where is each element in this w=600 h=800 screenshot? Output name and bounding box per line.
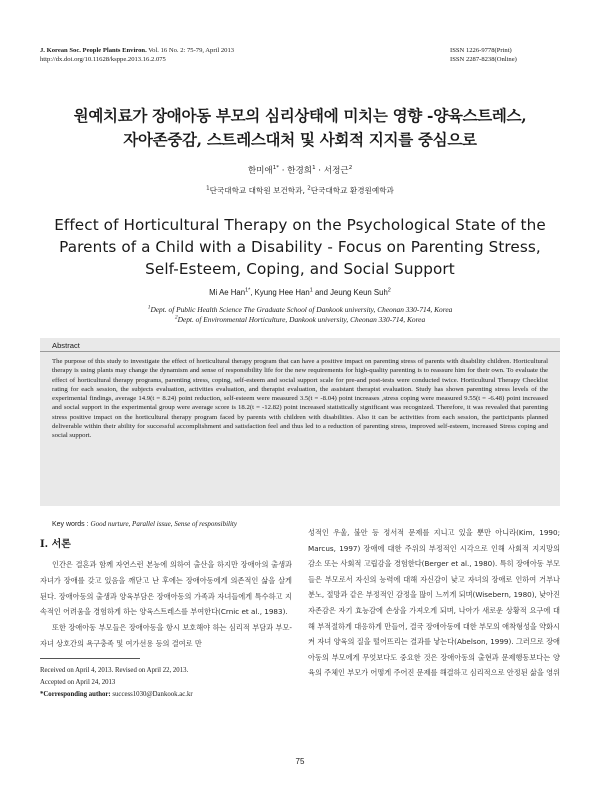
korean-title-line2: 자아존중감, 스트레스대처 및 사회적 지지를 중심으로 [123, 130, 477, 149]
english-title-line1: Effect of Horticultural Therapy on the Psychological State of the [54, 216, 546, 234]
korean-title-line1: 원예치료가 장애아동 부모의 심리상태에 미치는 영향 -양육스트레스, [73, 106, 527, 125]
keywords-value: Good nurture, Parallel issue, Sense of responsibility [90, 520, 237, 528]
english-affiliations [0, 305, 600, 325]
korean-author-1-sup: 1* [272, 165, 279, 172]
abstract-text: The purpose of this study to investigate the effect of horticultural therapy program that can have a positive impact on parenting stress of parents with disability children. Horticultural therapy is using plants may change the dynamism and sense of responsibility life for the new requirements for high-quality parenting is to reassure him for their own. To evaluate the effect of horticultural therapy programs, parenting stress, coping, self-esteem and social support scale for pre-and post-tests were conducted twice. Horticultural Therapy Checklist rating for each session, the subjects evaluation, activities evaluation, and therapist evaluation, the assistant therapist evaluation. Study has shown parenting stress levels of the experimental findings, average 14.9(t = 8.24) point reduction, self-esteem were measured 3.5(t = -8.04) point increases ,stress coping were measured 9.55(t = -6.48) point increased and social support in the experimental group were average score is 18.2(t = -12.82) point increased statistically significant was recognized. Therefore, it was revealed that parenting stress positive impact on the horticultural therapy program faced by parents with children with disabilities. Also it can be activities from each session, the participants planned deliverable within their ability for successful accomplishment and satisfaction feel and thus led to a reduction of parenting stress, improved self-esteem, increased Stress coping and social support. [52, 358, 548, 440]
english-affil-1: Dept. of Public Health Science The Graduate School of Dankook university, Cheonan 330-714, Korea [150, 305, 453, 314]
korean-author-3-sup: 2 [348, 165, 353, 172]
journal-name: J. Korean Soc. People Plants Environ. [40, 47, 147, 54]
english-author-2: , Kyung Hee Han [250, 288, 310, 297]
korean-author-2-sup: 1 [312, 165, 316, 172]
received-note: Received on April 4, 2013. Revised on April 22, 2013. [40, 667, 189, 674]
corresponding-label: *Corresponding author: [40, 691, 113, 699]
korean-author-3: 서정근 [323, 166, 349, 176]
english-author-1-sup: 1* [245, 287, 251, 294]
korean-author-2: 한경희 [287, 166, 313, 176]
section-title: I. 서론 [40, 539, 71, 550]
footnotes [40, 665, 193, 702]
corresponding-email[interactable]: success1030@Dankook.ac.kr [112, 691, 193, 699]
page-number: 75 [295, 757, 305, 766]
english-author-2-sup: 1 [309, 287, 313, 294]
abstract-heading: Abstract [52, 341, 80, 350]
korean-affil-2: 단국대학교 환경원예학과 [310, 186, 394, 195]
english-title-line3: Self-Esteem, Coping, and Social Support [145, 260, 455, 278]
footnote-divider [40, 658, 140, 659]
english-author-3-sup: 2 [387, 287, 391, 294]
english-affil-1-sup: 1 [147, 304, 151, 311]
abstract-box [40, 338, 560, 506]
intro-paragraph-continued: 성적인 우울, 불안 등 정서적 문제를 지니고 있을 뿐만 아니라(Kim, 1990; Marcus, 1997) 장애에 대한 주위의 부정적인 시각으로 인해 사회적 지지망의 감소 또는 사회적 고립감을 경험한다(Berger et al., 1980). 특히 장애아동 부모들은 부모로서 자신의 능력에 대해 자신감이 낮고 자녀의 장애로 인하여 거부나 분노, 절망과 같은 부정적인 감정을 많이 느끼게 되며(Wisebern, 1980), 낮아진 자존감은 자기 효능감에 손상을 가져오게 되며, 나아가 새로운 상황적 요구에 대해 부적절하게 대응하게 만들어, 결국 장애아동에 대한 부모의 애착형성을 약화시켜 자녀 양육의 질을 떨어뜨리는 결과를 낳는다(Abelson, 1999). 그러므로 장애아동의 부모에게 무엇보다도 중요한 것은 장애아동의 출현과 문제행동보다는 양육의 주체인 부모가 어떻게 주어진 문제를 해결하고 심리적으로 안정된 삶을 영위 [308, 528, 560, 678]
korean-affiliations [0, 185, 600, 196]
english-title [40, 214, 560, 280]
english-affil-2-sup: 2 [174, 314, 178, 321]
left-column [40, 535, 292, 652]
english-author-3: and Jeung Keun Suh [312, 288, 388, 297]
korean-title [40, 104, 560, 152]
volume-info: Vol. 16 No. 2: 75-79, April 2013 [148, 47, 235, 54]
accepted-note: Accepted on April 24, 2013 [40, 679, 116, 687]
author-separator: · [278, 166, 288, 176]
korean-affil-2-sup: 2 [307, 185, 311, 192]
korean-affil-1-sup: 1 [206, 185, 210, 192]
english-title-line2: Parents of a Child with a Disability - Focus on Parenting Stress, [59, 238, 541, 256]
english-author-1: Mi Ae Han [209, 288, 246, 297]
keywords [52, 520, 237, 528]
journal-header [40, 46, 234, 64]
intro-paragraph-1: 인간은 결혼과 함께 자연스런 본능에 의하여 출산을 하지만 장애아의 출생과 자녀가 장애를 갖고 있음을 깨닫고 난 후에는 장애아동에게 의존적인 삶을 살게 된다. 장애아동의 출생과 양육부담은 장애아동의 가족과 자녀들에게 특수하고 지속적인 어려움을 경험하게 하는 양육스트레스를 부여한다(Crnic et al., 1983). [40, 560, 292, 617]
abstract-header [40, 338, 560, 352]
keywords-label: Key words : [52, 521, 91, 528]
korean-author-1: 한미애 [247, 166, 273, 176]
english-authors [0, 288, 600, 297]
doi-link[interactable]: http://dx.doi.org/10.11628/ksppe.2013.16.2.075 [40, 56, 166, 63]
korean-affil-1: 단국대학교 대학원 보건학과, [209, 186, 308, 195]
intro-paragraph-2: 또한 장애아동 부모들은 장애아동을 항시 보호해야 하는 심리적 부담과 부모-자녀 상호간의 욕구충족 및 여가선용 등의 결여로 만 [40, 623, 292, 648]
right-column [308, 525, 560, 681]
issn-block [450, 46, 560, 64]
korean-authors [0, 164, 600, 176]
author-separator: · [315, 166, 324, 176]
issn-print: ISSN 1226-9778(Print) [450, 47, 512, 54]
english-affil-2: Dept. of Environmental Horticulture, Dankook university, Cheonan 330-714, Korea [177, 315, 426, 324]
issn-online: ISSN 2287-8238(Online) [450, 56, 517, 63]
